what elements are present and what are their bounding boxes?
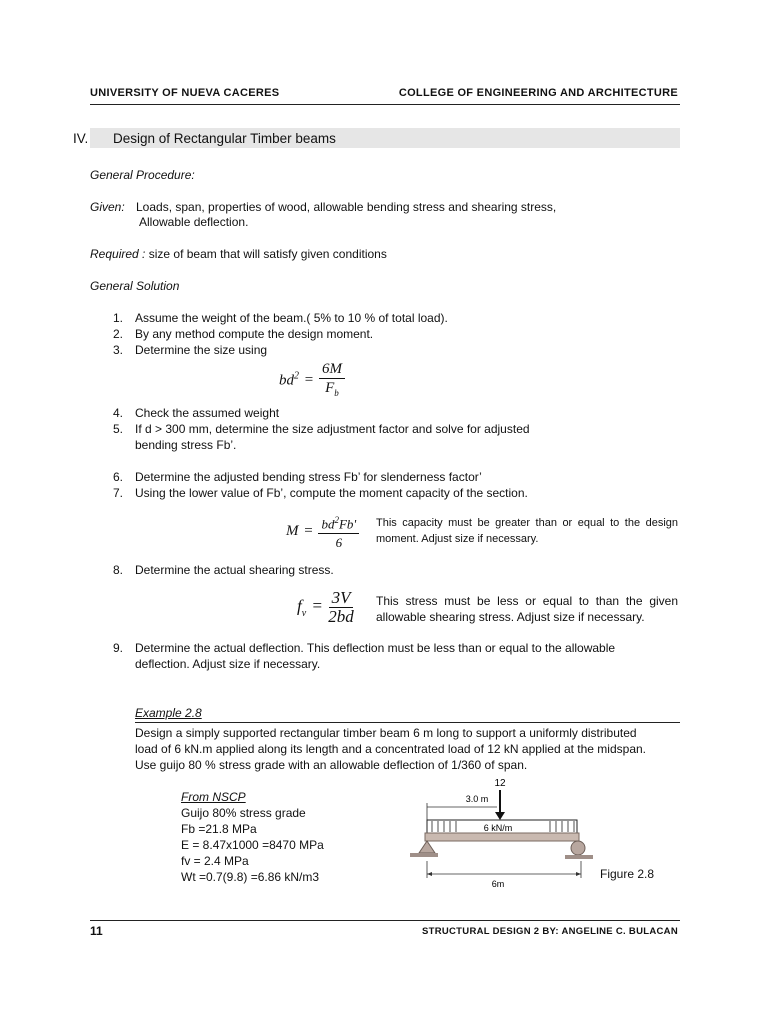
point-load-arrow-head <box>495 812 505 820</box>
formula-term: bd <box>279 372 294 389</box>
example-rule <box>135 722 680 723</box>
formula-term: f <box>297 596 302 616</box>
beam-diagram <box>405 774 595 892</box>
step-text: Assume the weight of the beam.( 5% to 10 % of total load). <box>135 311 448 325</box>
required-text: size of beam that will satisfy given conditions <box>148 247 387 261</box>
step-text-continued: bending stress Fb’. <box>135 438 237 452</box>
page-number: 11 <box>90 924 103 938</box>
formula-term: Fb' <box>338 516 357 532</box>
step-text: Determine the size using <box>135 343 268 357</box>
step-number: 4. <box>113 406 124 420</box>
example-title: Example 2.8 <box>135 706 202 720</box>
nscp-line: fv = 2.4 MPa <box>181 854 249 868</box>
half-span-label: 3.0 m <box>465 794 489 804</box>
pin-support <box>419 841 435 853</box>
step-text: Using the lower value of Fb’, compute the moment capacity of the section. <box>135 486 528 500</box>
formula-equals: = <box>304 372 314 389</box>
formula-equals: = <box>304 523 313 540</box>
span-label: 6m <box>491 879 505 889</box>
formula-moment-capacity <box>286 511 359 552</box>
roller-support-base <box>565 855 593 859</box>
footer-credit: STRUCTURAL DESIGN 2 BY: ANGELINE C. BULACAN <box>421 926 678 937</box>
footer-rule <box>90 920 680 921</box>
step-number: 8. <box>113 563 124 577</box>
formula-subscript: v <box>301 607 307 619</box>
formula-numerator: 6M <box>319 360 345 379</box>
given-label: Given: <box>90 200 125 214</box>
section-number: IV. <box>73 131 89 146</box>
formula2-note: This capacity must be greater than or equal to the design moment. Adjust size if necessary. <box>376 517 678 545</box>
formula-term: F <box>325 380 335 396</box>
nscp-line: Fb =21.8 MPa <box>181 822 257 836</box>
formula-fraction <box>319 360 345 402</box>
formula-equals: = <box>312 596 323 616</box>
roller-support <box>571 841 585 855</box>
example-line-1: Design a simply supported rectangular timber beam 6 m long to support a uniformly distributed <box>135 726 637 740</box>
formula-subscript: b <box>334 388 339 398</box>
given-line-2: Allowable deflection. <box>139 215 249 229</box>
formula-bd2-equation <box>279 360 345 402</box>
step-text: Determine the actual shearing stress. <box>135 563 334 577</box>
step-number: 7. <box>113 486 124 500</box>
nscp-title: From NSCP <box>181 790 246 804</box>
formula-term: bd <box>321 516 335 532</box>
step-text-continued: deflection. Adjust size if necessary. <box>135 657 321 671</box>
step-text: By any method compute the design moment. <box>135 327 374 341</box>
formula-numerator <box>318 511 359 534</box>
formula-denominator <box>325 379 339 402</box>
header-university: UNIVERSITY OF NUEVA CACERES <box>90 87 280 99</box>
pin-support-base <box>410 853 438 857</box>
formula-term: M <box>286 523 299 540</box>
step-text: Determine the adjusted bending stress Fb’ for slenderness factor’ <box>135 470 482 484</box>
nscp-line: E = 8.47x1000 =8470 MPa <box>181 838 324 852</box>
step-text: If d > 300 mm, determine the size adjustment factor and solve for adjusted <box>135 422 530 436</box>
formula-denominator: 2bd <box>328 607 354 626</box>
formula-fraction <box>318 511 359 552</box>
section-title: Design of Rectangular Timber beams <box>113 131 336 146</box>
formula-numerator: 3V <box>329 589 354 608</box>
example-line-2: load of 6 kN.m applied along its length and a concentrated load of 12 kN applied at the midspan. <box>135 742 647 756</box>
step-number: 3. <box>113 343 124 357</box>
udl-label: 6 kN/m <box>483 823 513 833</box>
step-text: Check the assumed weight <box>135 406 280 420</box>
formula3-note: This stress must be less or equal to than the given allowable shearing stress. Adjust size if necessary. <box>376 594 678 624</box>
formula-denominator: 6 <box>335 535 343 551</box>
nscp-line: Wt =0.7(9.8) =6.86 kN/m3 <box>181 870 320 884</box>
formula-shear-stress <box>297 589 354 626</box>
required-line <box>90 247 387 261</box>
dimension-arrow <box>576 872 581 876</box>
required-label: Required : <box>90 247 146 261</box>
step-number: 5. <box>113 422 124 436</box>
point-load-label: 12 <box>494 778 506 789</box>
formula-exponent: 2 <box>294 370 299 382</box>
given-line-1: Loads, span, properties of wood, allowable bending stress and shearing stress, <box>136 200 557 214</box>
dimension-arrow <box>427 872 432 876</box>
header-college: COLLEGE OF ENGINEERING AND ARCHITECTURE <box>398 87 678 99</box>
example-line-3: Use guijo 80 % stress grade with an allowable deflection of 1/360 of span. <box>135 758 528 772</box>
step-number: 1. <box>113 311 124 325</box>
beam <box>425 833 579 841</box>
header-rule <box>90 104 680 105</box>
general-procedure-heading: General Procedure: <box>90 168 195 182</box>
step-number: 9. <box>113 641 124 655</box>
nscp-line: Guijo 80% stress grade <box>181 806 306 820</box>
step-number: 6. <box>113 470 124 484</box>
formula-exponent: 2 <box>334 515 339 525</box>
general-solution-heading: General Solution <box>90 279 180 293</box>
step-text: Determine the actual deflection. This deflection must be less than or equal to the allowable <box>135 641 616 655</box>
step-number: 2. <box>113 327 124 341</box>
figure-caption: Figure 2.8 <box>600 867 655 881</box>
formula-fraction <box>328 589 354 626</box>
